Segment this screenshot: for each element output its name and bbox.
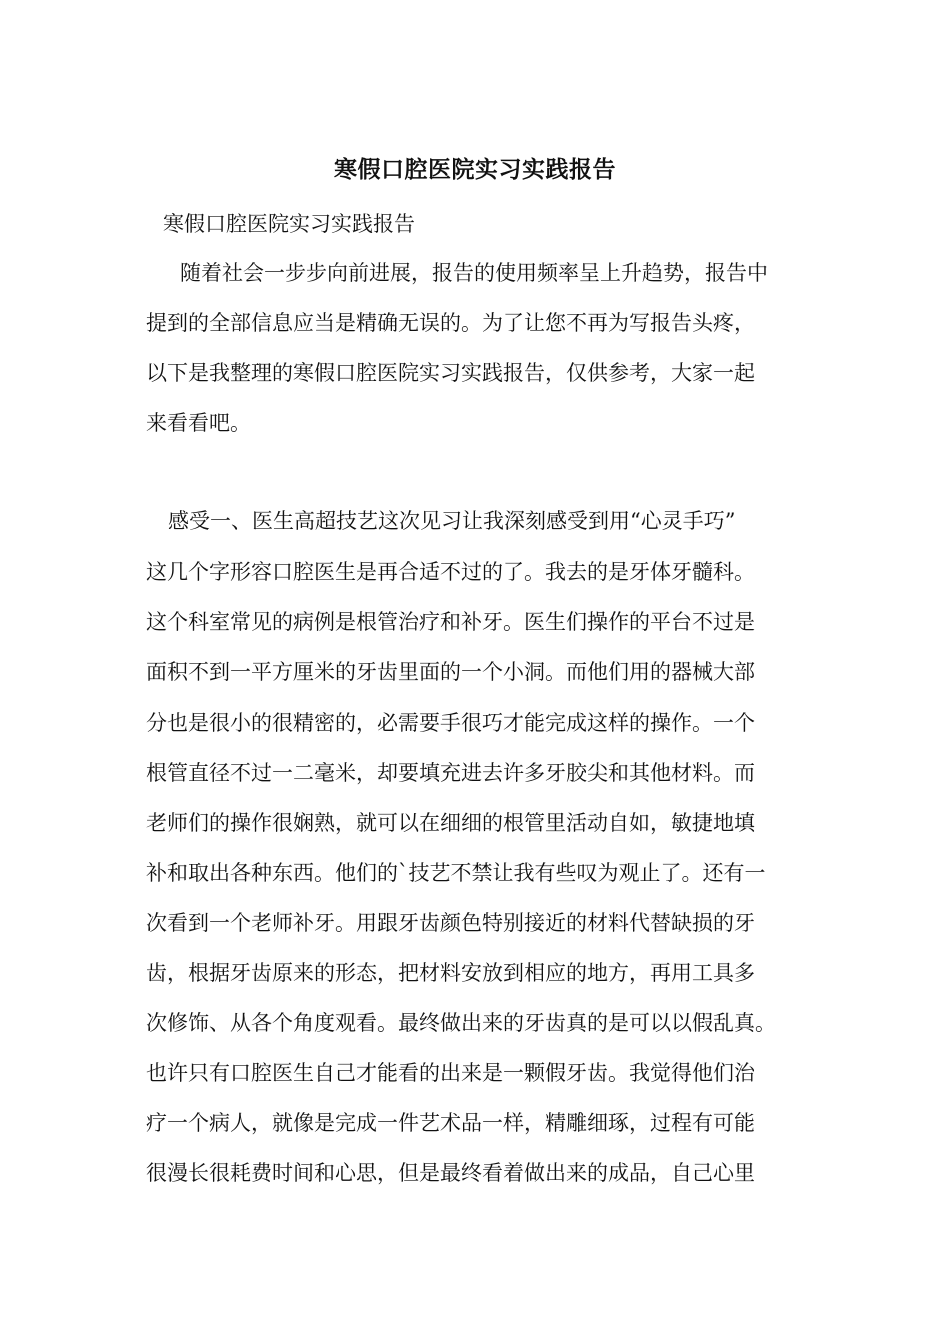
body-line: 次修饰、从各个角度观看。最终做出来的牙齿真的是可以以假乱真。	[146, 1011, 776, 1035]
intro-line: 来看看吧。	[146, 411, 251, 435]
body-line: 这个科室常见的病例是根管治疗和补牙。医生们操作的平台不过是	[146, 610, 755, 634]
body-line: 老师们的操作很娴熟，就可以在细细的根管里活动自如，敏捷地填	[146, 811, 755, 835]
body-line: 齿，根据牙齿原来的形态，把材料安放到相应的地方，再用工具多	[146, 961, 755, 985]
body-line: 补和取出各种东西。他们的`技艺不禁让我有些叹为观止了。还有一	[146, 861, 766, 885]
document-title: 寒假口腔医院实习实践报告	[334, 156, 616, 183]
document-subtitle: 寒假口腔医院实习实践报告	[163, 212, 415, 236]
body-line: 疗一个病人，就像是完成一件艺术品一样，精雕细琢，过程有可能	[146, 1111, 755, 1135]
body-line: 次看到一个老师补牙。用跟牙齿颜色特别接近的材料代替缺损的牙	[146, 911, 755, 935]
intro-line: 随着社会一步步向前进展，报告的使用频率呈上升趋势，报告中	[180, 261, 768, 285]
intro-line: 提到的全部信息应当是精确无误的。为了让您不再为写报告头疼，	[146, 311, 755, 335]
intro-line: 以下是我整理的寒假口腔医院实习实践报告，仅供参考，大家一起	[146, 361, 755, 385]
body-line: 感受一、医生高超技艺这次见习让我深刻感受到用“心灵手巧”	[168, 509, 736, 533]
body-line: 分也是很小的很精密的，必需要手很巧才能完成这样的操作。一个	[146, 711, 755, 735]
body-line: 也许只有口腔医生自己才能看的出来是一颗假牙齿。我觉得他们治	[146, 1061, 755, 1085]
body-line: 这几个字形容口腔医生是再合适不过的了。我去的是牙体牙髓科。	[146, 560, 755, 584]
body-line: 很漫长很耗费时间和心思，但是最终看着做出来的成品，自己心里	[146, 1161, 755, 1185]
body-line: 面积不到一平方厘米的牙齿里面的一个小洞。而他们用的器械大部	[146, 660, 755, 684]
body-line: 根管直径不过一二毫米，却要填充进去许多牙胶尖和其他材料。而	[146, 761, 755, 785]
